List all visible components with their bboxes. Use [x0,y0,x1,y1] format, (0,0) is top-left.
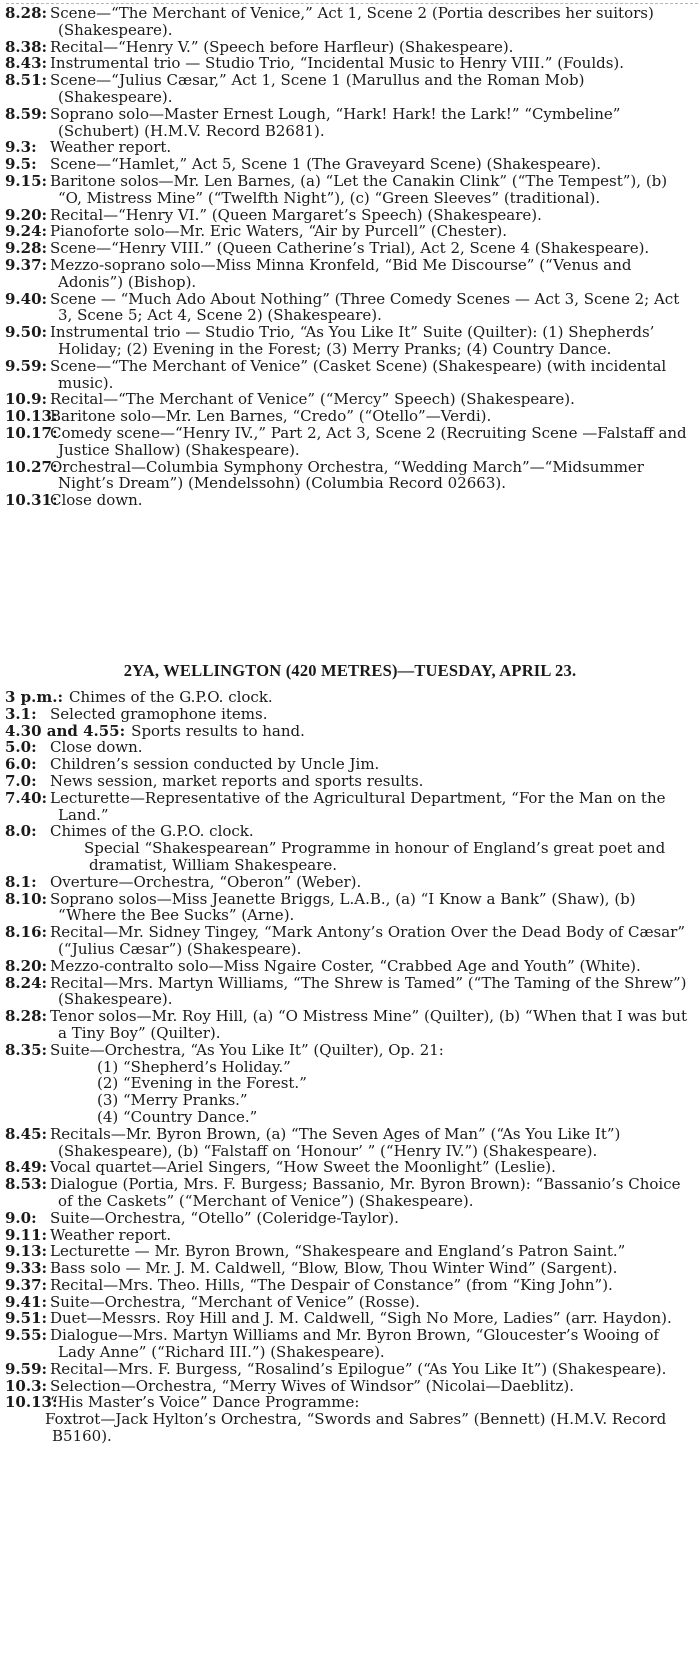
entry-time: 9.40: [5,289,48,308]
entry-time: 9.50: [5,323,48,342]
entry-time: 9.59: [5,1359,48,1378]
entry-text: Instrumental trio — Studio Trio, “As You Like It” Suite (Quilter): (1) Shepherds’ Holiday; (2) Evening in the Forest; (3) Merry Pranks; (4) Country Dance. [50,323,655,358]
programme-entry [0,106,700,140]
programme-entry [0,1327,700,1361]
entry-text: Close down. [50,491,143,510]
programme-entry [0,1176,700,1210]
entry-time: 10.9: [5,390,48,409]
programme-entry [0,1260,700,1277]
entry-time: 8.28: [5,4,48,22]
entry-text: Recitals—Mr. Byron Brown, (a) “The Seven Ages of Man” (“As You Like It”) (Shakespeare), (b) “Falstaff on ‘Honour’ ” (“Henry IV.”) (Shakespeare). [50,1124,621,1160]
entry-time: 4.30 and 4.55: [5,721,126,740]
entry-text: Baritone solo—Mr. Len Barnes, “Credo” (“Otello”—Verdi). [50,407,492,426]
entry-time: 10.13: [5,1393,58,1412]
entry-text: Recital—Mrs. F. Burgess, “Rosalind’s Epilogue” (“As You Like It”) (Shakespeare). [50,1359,667,1378]
entry-time: 8.16: [5,923,48,942]
entry-time: 9.33: [5,1259,48,1278]
entry-time: 10.27: [5,457,58,476]
programme-entry [0,223,700,240]
entry-time: 10.17: [5,423,58,442]
entry-time: 8.10: [5,889,48,908]
entry-text: Duet—Messrs. Roy Hill and J. M. Caldwell, “Sigh No More, Ladies” (arr. Haydon). [50,1309,672,1328]
programme-entry [0,1277,700,1294]
entry-text: Mezzo-contralto solo—Miss Ngaire Coster, “Crabbed Age and Youth” (White). [50,956,641,975]
entry-time: 9.28: [5,239,48,258]
entry-text: Scene—“Hamlet,” Act 5, Scene 1 (The Graveyard Scene) (Shakespeare). [50,155,601,174]
entry-time: 8.0: [5,822,37,841]
entry-text: Dialogue—Mrs. Martyn Williams and Mr. Byron Brown, “Gloucester’s Wooing of Lady Anne” (“Richard III.”) (Shakespeare). [50,1326,659,1362]
suite-movement: (3) “Merry Pranks.” [97,1091,248,1110]
foxtrot-item: Foxtrot—Jack Hylton’s Orchestra, “Swords and Sabres” (Bennett) (H.M.V. Record B5160). [45,1410,667,1446]
entry-text: Suite—Orchestra, “Merchant of Venice” (Rosse). [50,1292,420,1311]
entry-text: Scene—“The Merchant of Venice,” Act 1, Scene 2 (Portia describes her suitors) (Shakespeare). [50,4,654,39]
programme-entry [0,139,700,156]
entry-time: 8.53: [5,1175,48,1194]
programme-entry [0,924,700,958]
entry-text: Overture—Orchestra, “Oberon” (Weber). [50,872,362,891]
entry-text: Chimes of the G.P.O. clock. [69,688,273,706]
programme-entry [0,739,700,756]
programme-entry [0,358,700,392]
entry-time: 9.51: [5,1309,48,1328]
suite-movement: (4) “Country Dance.” [97,1107,258,1126]
entry-time: 9.13: [5,1242,48,1261]
programme-entry [0,55,700,72]
entry-text: Mezzo-soprano solo—Miss Minna Kronfeld, “Bid Me Discourse” (“Venus and Adonis”) (Bishop). [50,255,632,291]
entry-text: Sports results to hand. [131,721,305,740]
entry-time: 8.35: [5,1040,48,1059]
entry-time: 3 p.m.: [5,688,64,706]
programme-entry [0,391,700,408]
entry-text: Recital—“Henry VI.” (Queen Margaret’s Speech) (Shakespeare). [50,205,542,224]
entry-text: Selection—Orchestra, “Merry Wives of Windsor” (Nicolai—Daeblitz). [50,1376,575,1395]
entry-time: 5.0: [5,738,37,757]
programme-entry [0,207,700,224]
programme-entry [0,1294,700,1311]
entry-text: Weather report. [50,138,172,157]
entry-text: Pianoforte solo—Mr. Eric Waters, “Air by Purcell” (Chester). [50,222,508,241]
special-programme-note: Special “Shakespearean” Programme in honour of England’s great poet and dramatist, William Shakespeare. [84,839,666,874]
programme-entry [0,975,700,1009]
entry-text: “His Master’s Voice” Dance Programme: [50,1393,360,1412]
programme-entry [0,958,700,975]
entry-text: Scene—“Julius Cæsar,” Act 1, Scene 1 (Marullus and the Roman Mob) (Shakespeare). [50,71,585,106]
entry-text: Baritone solos—Mr. Len Barnes, (a) “Let the Canakin Clink” (“The Tempest”), (b) “O, Mistress Mine” (“Twelfth Night”), (c) “Green Sleeves” (traditional). [50,171,668,207]
entry-time: 8.43: [5,54,48,73]
entry-time: 10.3: [5,1376,48,1395]
entry-text: Recital—Mrs. Martyn Williams, “The Shrew is Tamed” (“The Taming of the Shrew”) (Shakespeare). [50,973,687,1009]
entry-time: 8.51: [5,71,48,90]
programme-entry [0,173,700,207]
entry-time: 9.15: [5,171,48,190]
suite-movement: (1) “Shepherd’s Holiday.” [97,1057,291,1076]
programme-entry [0,756,700,773]
entry-text: Orchestral—Columbia Symphony Orchestra, “Wedding March”—“Midsummer Night’s Dream”) (Mendelssohn) (Columbia Record 02663). [50,457,644,493]
entry-time: 3.1: [5,704,37,723]
programme-entry [0,790,700,824]
programme-entry [0,1159,700,1176]
programme-entry [0,1310,700,1327]
programme-entry [0,257,700,291]
entry-text: Children’s session conducted by Uncle Jim. [50,755,380,774]
entry-text: Lecturette—Representative of the Agricultural Department, “For the Man on the Land.” [50,788,666,824]
programme-entry [0,1042,700,1059]
programme-entry [0,773,700,790]
entry-text: Weather report. [50,1225,172,1244]
entry-time: 8.38: [5,37,48,56]
entry-time: 7.40: [5,788,48,807]
programme-entry [0,1394,700,1411]
programme-entry [0,240,700,257]
programme-entry [0,324,700,358]
entry-text: Close down. [50,738,143,757]
entry-text: Bass solo — Mr. J. M. Caldwell, “Blow, Blow, Thou Winter Wind” (Sargent). [50,1259,618,1278]
programme-entry [0,156,700,173]
entry-time: 8.1: [5,872,37,891]
programme-entry [0,1210,700,1227]
entry-text: Recital—Mrs. Theo. Hills, “The Despair of Constance” (from “King John”). [50,1275,613,1294]
entry-text: Suite—Orchestra, “As You Like It” (Quilter), Op. 21: [50,1040,444,1059]
entry-time: 8.49: [5,1158,48,1177]
entry-text: Instrumental trio — Studio Trio, “Incidental Music to Henry VIII.” (Foulds). [50,54,625,73]
entry-time: 9.0: [5,1208,37,1227]
entry-time: 8.45: [5,1124,48,1143]
programme-entry [0,706,700,723]
entry-text: Vocal quartet—Ariel Singers, “How Sweet the Moonlight” (Leslie). [50,1158,556,1177]
entry-time: 9.37: [5,1275,48,1294]
programme-entry [0,1126,700,1160]
entry-text: News session, market reports and sports results. [50,771,424,790]
programme-entry [0,291,700,325]
entry-time: 8.20: [5,956,48,975]
entry-time: 10.31: [5,491,58,510]
programme-entry [0,723,700,740]
entry-text: Scene—“The Merchant of Venice” (Casket Scene) (Shakespeare) (with incidental music). [50,356,667,392]
entry-time: 9.20: [5,205,48,224]
entry-text: Chimes of the G.P.O. clock. [50,822,254,841]
entry-text: Soprano solos—Miss Jeanette Briggs, L.A.B., (a) “I Know a Bank” (Shaw), (b) “Where the Bee Sucks” (Arne). [50,889,636,925]
entry-time: 9.5: [5,155,37,174]
programme-entry [0,1227,700,1244]
programme-entry [0,1378,700,1395]
programme-entry [0,1008,700,1042]
programme-entry [0,459,700,493]
entry-time: 9.59: [5,356,48,375]
programme-entry [0,891,700,925]
entry-text: Comedy scene—“Henry IV.,” Part 2, Act 3, Scene 2 (Recruiting Scene —Falstaff and Justice Shallow) (Shakespeare). [50,423,687,459]
programme-section-2 [0,689,700,1445]
entry-time: 9.37: [5,255,48,274]
programme-entry [0,39,700,56]
entry-text: Recital—“Henry V.” (Speech before Harfleur) (Shakespeare). [50,37,514,56]
programme-entry [0,492,700,509]
programme-entry [0,823,700,840]
entry-time: 6.0: [5,755,37,774]
entry-time: 9.55: [5,1326,48,1345]
entry-time: 9.11: [5,1225,48,1244]
entry-text: Recital—“The Merchant of Venice” (“Mercy” Speech) (Shakespeare). [50,390,575,409]
entry-text: Recital—Mr. Sidney Tingey, “Mark Antony’s Oration Over the Dead Body of Cæsar” (“Julius Cæsar”) (Shakespeare). [50,923,686,958]
entry-time: 9.3: [5,138,37,157]
entry-text: Suite—Orchestra, “Otello” (Coleridge-Taylor). [50,1208,399,1227]
programme-entry [0,408,700,425]
entry-time: 9.24: [5,222,48,241]
programme-entry [0,689,700,706]
entry-text: Scene—“Henry VIII.” (Queen Catherine’s Trial), Act 2, Scene 4 (Shakespeare). [50,239,650,258]
programme-entry [0,1361,700,1378]
programme-entry [0,1243,700,1260]
programme-section-1 [0,5,700,509]
suite-movement: (2) “Evening in the Forest.” [97,1074,307,1093]
entry-time: 7.0: [5,771,37,790]
programme-entry [0,425,700,459]
entry-text: Lecturette — Mr. Byron Brown, “Shakespeare and England’s Patron Saint.” [50,1242,626,1261]
programme-entry [0,72,700,106]
entry-time: 9.41: [5,1292,48,1311]
programme-entry [0,5,700,39]
entry-text: Tenor solos—Mr. Roy Hill, (a) “O Mistress Mine” (Quilter), (b) “When that I was but a Tiny Boy” (Quilter). [50,1007,688,1042]
entry-text: Soprano solo—Master Ernest Lough, “Hark! Hark! the Lark!” “Cymbeline” (Schubert) (H.M.V. Record B2681). [50,104,621,140]
entry-time: 8.28: [5,1007,48,1026]
entry-text: Dialogue (Portia, Mrs. F. Burgess; Bassanio, Mr. Byron Brown): “Bassanio’s Choice of the Caskets” (“Merchant of Venice”) (Shakespeare). [50,1175,681,1210]
station-heading: 2YA, WELLINGTON (420 METRES)—TUESDAY, APRIL 23. [123,661,577,680]
programme-entry [0,874,700,891]
entry-time: 8.24: [5,973,48,992]
entry-text: Scene — “Much Ado About Nothing” (Three Comedy Scenes — Act 3, Scene 2; Act 3, Scene 5; Act 4, Scene 2) (Shakespeare). [50,289,680,325]
entry-time: 8.59: [5,104,48,123]
entry-text: Selected gramophone items. [50,704,268,723]
entry-time: 10.13: [5,407,58,426]
